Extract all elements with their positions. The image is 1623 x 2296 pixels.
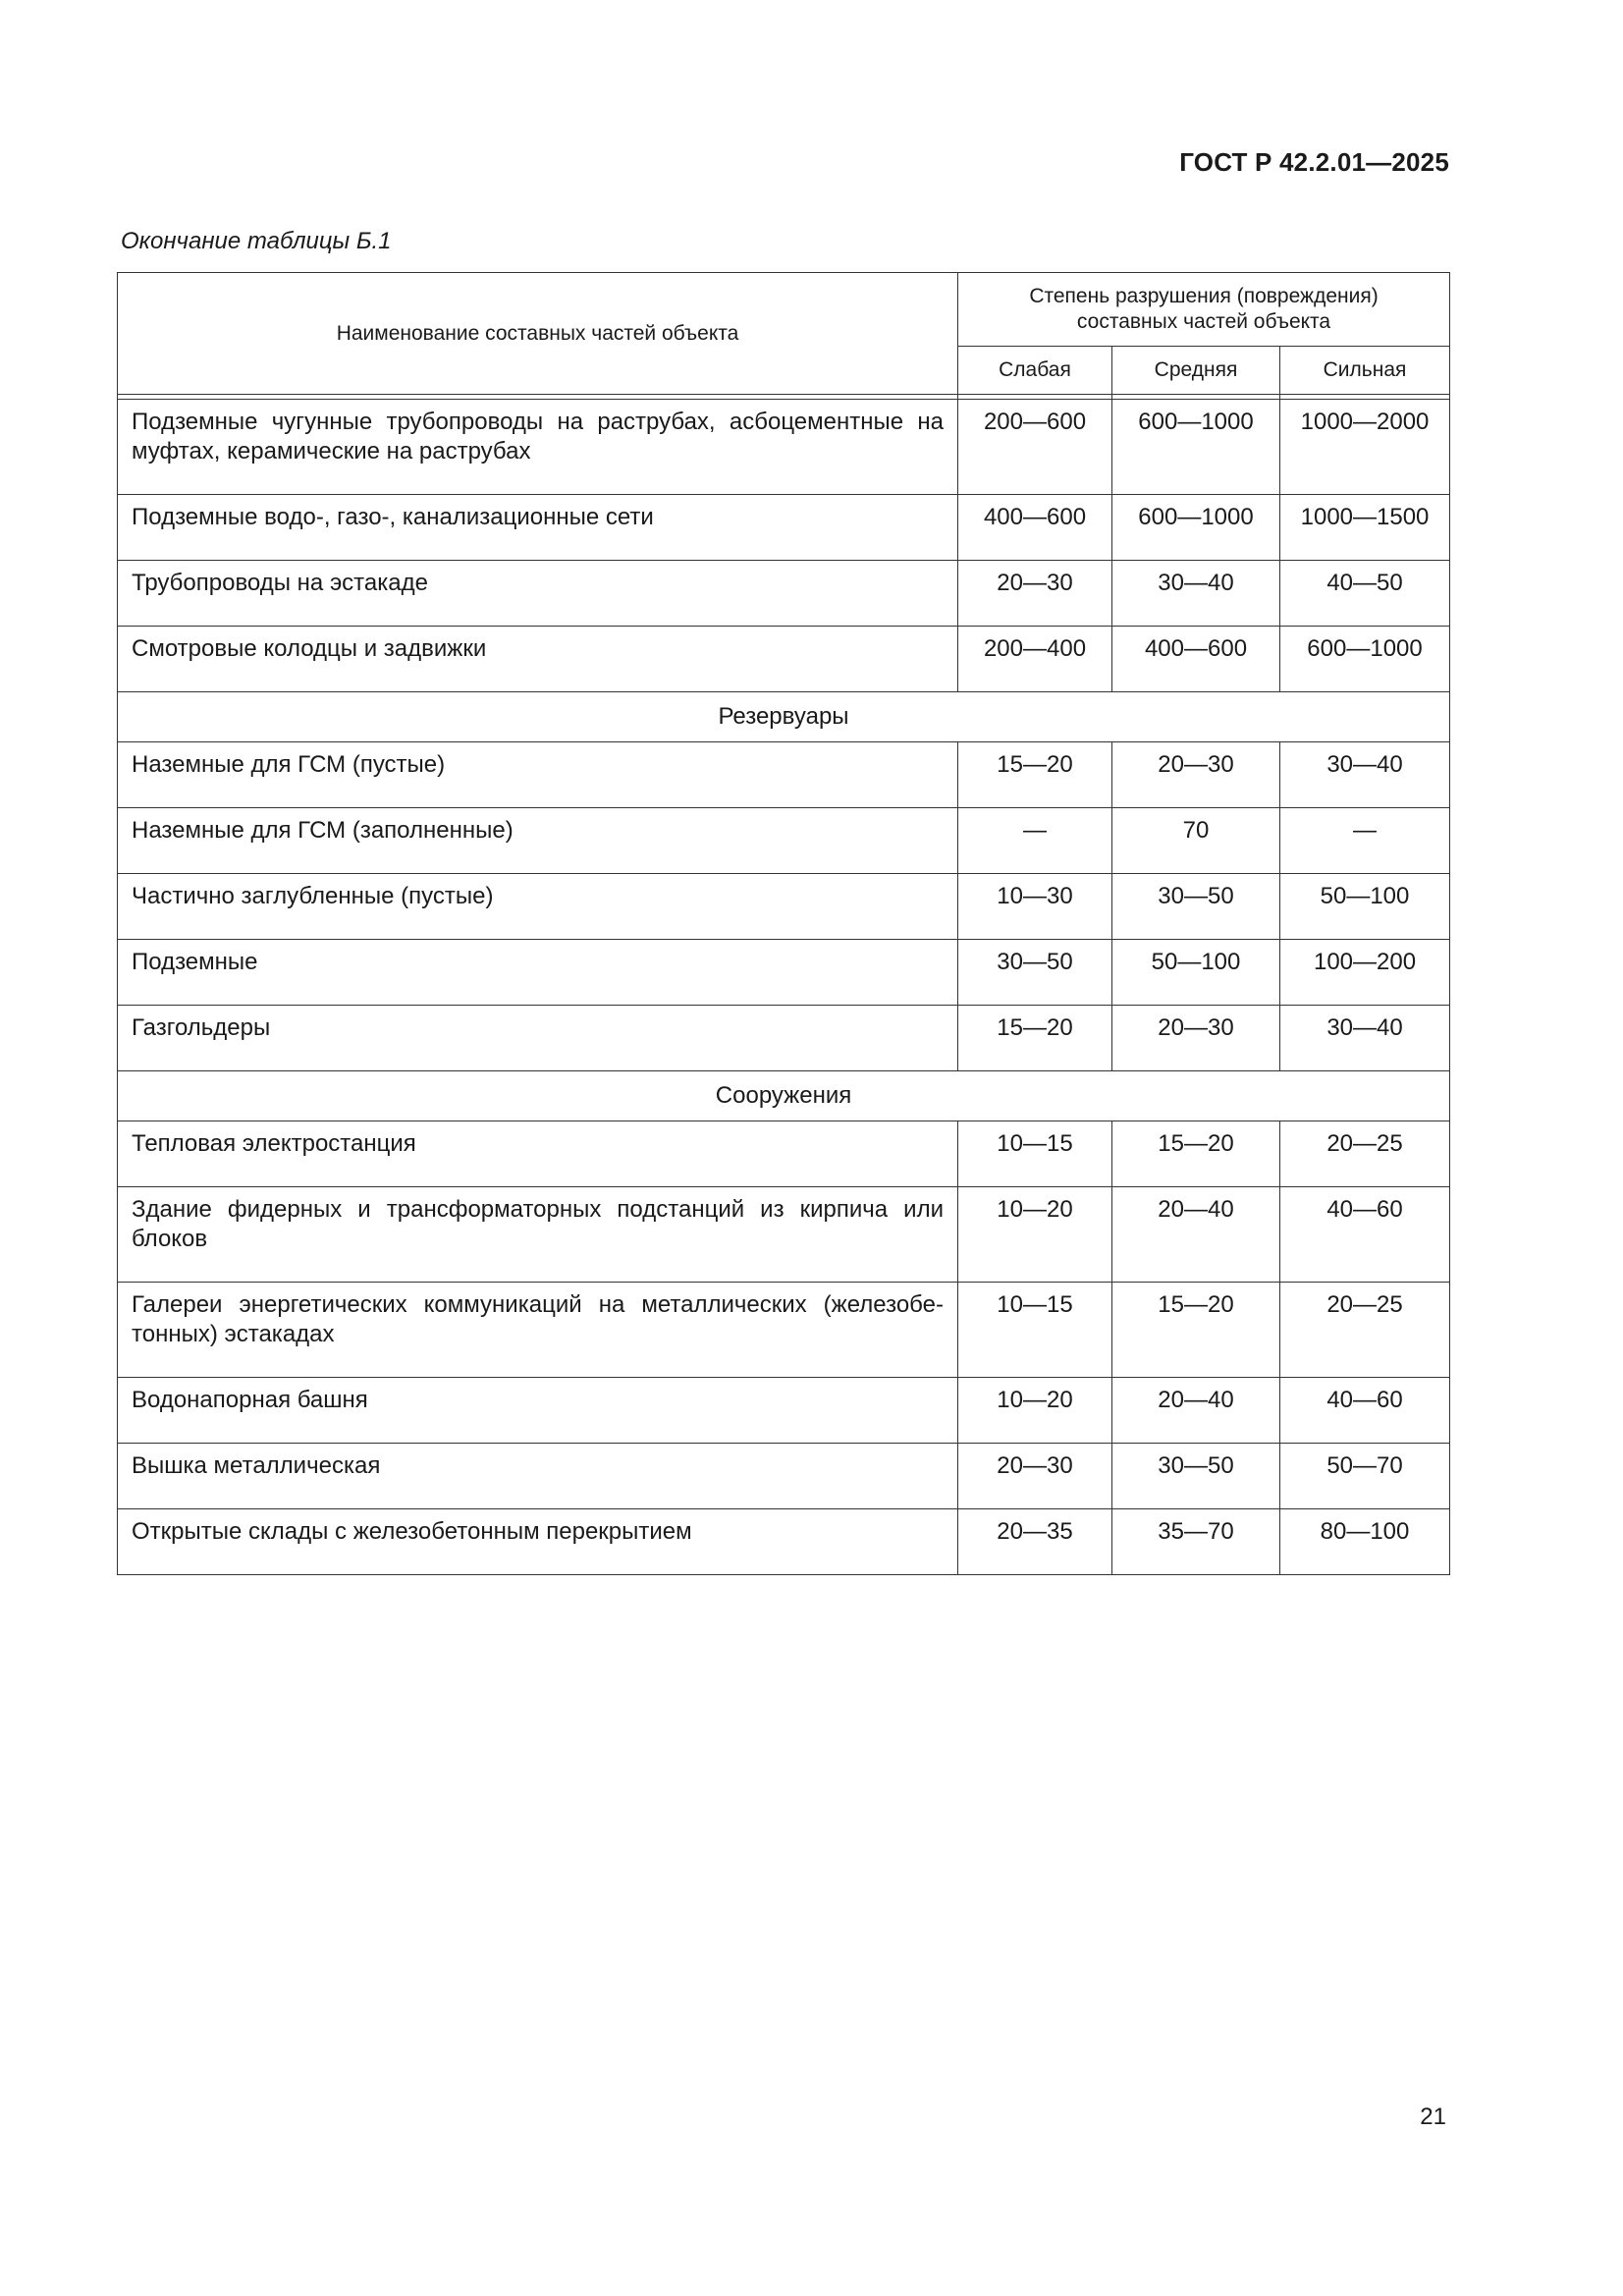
row-name: Галереи энергетических коммуникаций на металлических (железобе- тонных) эстакадах [118,1283,958,1378]
value-strong: 1000—1500 [1280,495,1450,561]
value-weak: 200—600 [958,400,1112,495]
value-medium: 600—1000 [1112,400,1280,495]
table-row [118,1378,1450,1444]
section-title: Сооружения [118,1071,1450,1121]
value-weak: 20—30 [958,561,1112,627]
row-name: Здание фидерных и трансформаторных подстанций из кирпича или блоков [118,1187,958,1283]
value-strong: — [1280,808,1450,874]
value-medium: 15—20 [1112,1283,1280,1378]
value-strong: 600—1000 [1280,627,1450,692]
value-medium: 400—600 [1112,627,1280,692]
table-row [118,495,1450,561]
value-medium: 50—100 [1112,940,1280,1006]
table-row [118,627,1450,692]
table-row [118,742,1450,808]
value-weak: 10—20 [958,1187,1112,1283]
row-name: Тепловая электростанция [118,1121,958,1187]
value-medium: 600—1000 [1112,495,1280,561]
row-name: Наземные для ГСМ (заполненные) [118,808,958,874]
row-name: Частично заглубленные (пустые) [118,874,958,940]
table-body [118,395,1450,1575]
value-strong: 40—60 [1280,1378,1450,1444]
value-strong: 1000—2000 [1280,400,1450,495]
document-code: ГОСТ Р 42.2.01—2025 [1179,147,1449,177]
column-header-strong: Сильная [1280,346,1450,394]
value-weak: 200—400 [958,627,1112,692]
value-strong: 20—25 [1280,1283,1450,1378]
value-weak: 20—35 [958,1509,1112,1575]
value-medium: 30—50 [1112,1444,1280,1509]
group-header-text: Степень разрушения (повреждения) составных частей объекта [1029,284,1379,333]
page-number: 21 [1420,2104,1446,2130]
row-name: Подземные чугунные трубопроводы на раструбах, асбоцементные на муфтах, керамические на раструбах [118,400,958,495]
row-name: Трубопроводы на эстакаде [118,561,958,627]
row-name: Подземные водо-, газо-, канализационные сети [118,495,958,561]
table-row [118,1006,1450,1071]
value-strong: 40—60 [1280,1187,1450,1283]
column-header-medium: Средняя [1112,346,1280,394]
value-strong: 50—70 [1280,1444,1450,1509]
table-row [118,1187,1450,1283]
value-strong: 80—100 [1280,1509,1450,1575]
column-header-name: Наименование составных частей объекта [118,273,958,395]
value-strong: 40—50 [1280,561,1450,627]
table-row [118,561,1450,627]
table-section-row [118,1071,1450,1121]
row-name: Газгольдеры [118,1006,958,1071]
value-medium: 20—30 [1112,742,1280,808]
value-strong: 30—40 [1280,1006,1450,1071]
value-weak: 30—50 [958,940,1112,1006]
table-row [118,1444,1450,1509]
value-weak: 10—15 [958,1283,1112,1378]
value-medium: 20—40 [1112,1187,1280,1283]
damage-degree-table [117,272,1450,1575]
row-name: Смотровые колодцы и задвижки [118,627,958,692]
table-section-row [118,692,1450,742]
value-strong: 50—100 [1280,874,1450,940]
value-medium: 30—40 [1112,561,1280,627]
value-weak: 15—20 [958,1006,1112,1071]
value-medium: 20—40 [1112,1378,1280,1444]
value-medium: 30—50 [1112,874,1280,940]
row-name: Водонапорная башня [118,1378,958,1444]
row-name: Открытые склады с железобетонным перекрытием [118,1509,958,1575]
value-weak: — [958,808,1112,874]
column-header-group [958,273,1450,347]
value-weak: 10—20 [958,1378,1112,1444]
value-medium: 70 [1112,808,1280,874]
table-caption: Окончание таблицы Б.1 [121,228,392,254]
value-weak: 400—600 [958,495,1112,561]
value-strong: 30—40 [1280,742,1450,808]
value-weak: 10—15 [958,1121,1112,1187]
value-weak: 10—30 [958,874,1112,940]
table-row [118,874,1450,940]
value-medium: 15—20 [1112,1121,1280,1187]
value-strong: 20—25 [1280,1121,1450,1187]
value-medium: 20—30 [1112,1006,1280,1071]
row-name: Вышка металлическая [118,1444,958,1509]
table-row [118,1509,1450,1575]
table-row [118,808,1450,874]
value-weak: 20—30 [958,1444,1112,1509]
table-row [118,1121,1450,1187]
value-medium: 35—70 [1112,1509,1280,1575]
row-name: Наземные для ГСМ (пустые) [118,742,958,808]
row-name: Подземные [118,940,958,1006]
section-title: Резервуары [118,692,1450,742]
value-weak: 15—20 [958,742,1112,808]
table-row [118,940,1450,1006]
value-strong: 100—200 [1280,940,1450,1006]
table-row [118,1283,1450,1378]
column-header-weak: Слабая [958,346,1112,394]
table-row [118,400,1450,495]
